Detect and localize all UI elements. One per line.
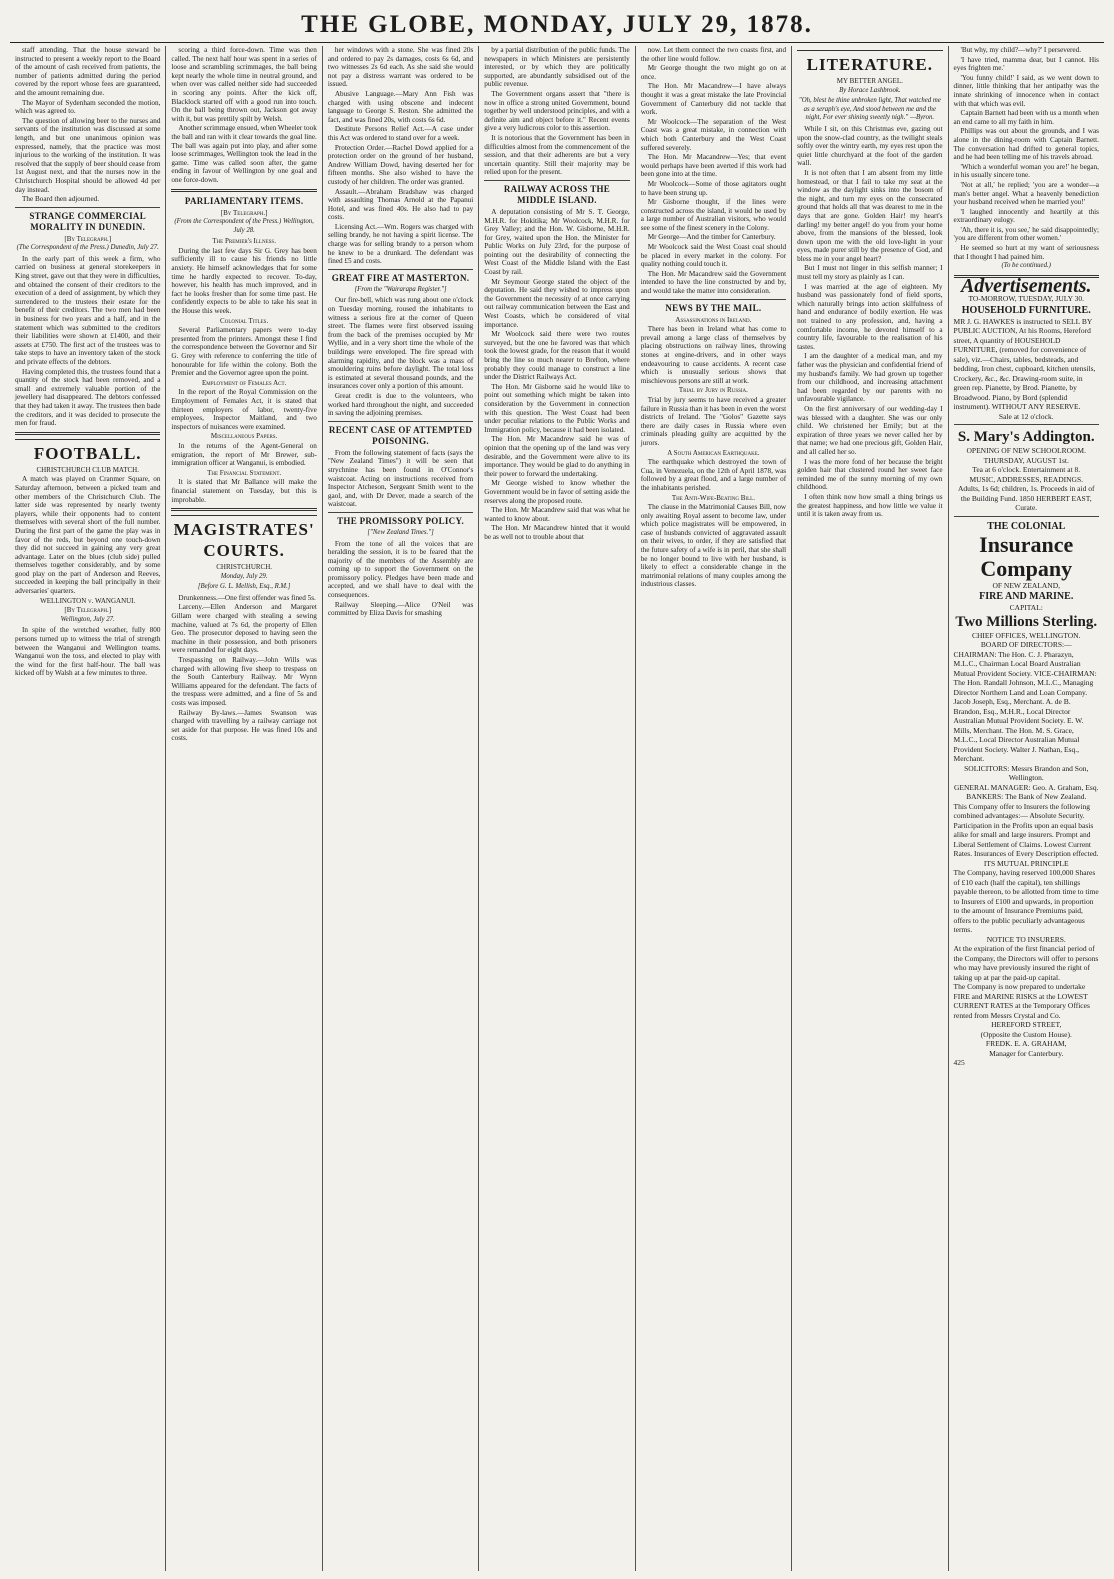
article-paragraph: Captain Barnett had been with us a month when an end came to all my faith in him. (953, 109, 1099, 126)
article-paragraph: Licensing Act.—Wm. Rogers was charged with selling brandy, he not having a spirit license. The charge was for selling brandy to a person whom he knew to be a drunkard. The defendant was fined £5 and costs. (327, 222, 474, 266)
article-paragraph: In the early part of this week a firm, who carried on business at general storekeepers in King street, gave out that they were in difficulties, and obtained the consent of their creditors to the execution of a deed of assignment, by which they surrendered to the trustees their estate for the benefit of their creditors. The two men had been in business for two years and a half, and in the statement which was submitted to the creditors their liabilities were shown at £1400, and their assets at £750. The first act of the trustees was to take steps to have an inventory taken of the stock and private effects of the debtors. (15, 254, 161, 366)
divider (15, 432, 160, 435)
ad-title: HOUSEHOLD FURNITURE. (961, 304, 1091, 316)
ad-number: 425 (953, 1058, 965, 1068)
article-paragraph: Destitute Persons Relief Act.—A case under this Act was ordered to stand over for a week. (327, 125, 474, 142)
article-paragraph: Mr Woolcock said the West Coast coal should be placed in every market in the colony. For quality nothing could touch it. (640, 243, 787, 269)
story-title: MY BETTER ANGEL. (836, 77, 903, 85)
article-heading: PARLIAMENTARY ITEMS. (184, 195, 304, 206)
article-paragraph: Mr Woolcock said there were two routes surveyed, but the one he favored was that which took the lowest grade, for the reason that it would bring the line so much nearer to Brefton, where probably they could manage to construct a line under the District Railways Act. (484, 330, 630, 382)
article-paragraph: 'I laughed innocently and heartily at this extraordinary eulogy. (953, 207, 1099, 225)
article-dateline: (From the Correspondent of the Press.) Wellington, July 28. (174, 218, 314, 234)
article-subheading: The Financial Statement. (207, 468, 282, 477)
article-paragraph: 'Not at all,' he replied; 'you are a wonder—a man's better angel. What a heavenly benediction your husband received when he married you!' (953, 180, 1099, 207)
masthead (10, 8, 1104, 43)
ad-body: The Company is now prepared to undertake FIRE and MARINE RISKS at the LOWEST CURRENT RATES at the Temporary Offices rented from Messrs Crystal and Co. (953, 982, 1090, 1020)
ad-title: S. Mary's Addington. (957, 429, 1095, 446)
article-paragraph: From the following statement of facts (says the "New Zealand Times") it will be seen that strychnine has been found in O'Connor's waistcoat. Acting on instructions received from Inspector Atcheson, Sergeant Smith went to the gaol, and, with Dr Dever, made a search of the waistcoat. (327, 448, 474, 509)
ad-body: This Company offer to Insurers the following combined advantages:— Absolute Security. Participation in the Profits upon an equal basis alike for small and large insurers. Prompt and Liberal Settlement of Claims. Lowest Current Rates. Insurances of Every Description effected. (953, 801, 1099, 859)
article-paragraph: In the returns of the Agent-General on emigration, the report of Mr Brewer, sub-immigration officer at Wanganui, is embodied. (171, 441, 317, 468)
article-paragraph: The earthquake which destroyed the town of Cua, in Venezuela, on the 12th of April 1878, was followed by a great flood, and a large number of the inhabitants perished. (640, 458, 787, 492)
article-subheading: CHRISTCHURCH CLUB MATCH. (36, 465, 139, 474)
article-paragraph: The Hon. Mr Macandrew said the Government intended to have the line constructed by and by, and would take the matter into consideration. (640, 269, 787, 296)
divider (954, 424, 1099, 425)
ad-subtitle: FIRE AND MARINE. (979, 591, 1074, 603)
ad-agent-role: Manager for Canterbury. (989, 1048, 1064, 1058)
article-paragraph: But I must not linger in this selfish manner; I must tell my story as plainly as I can. (797, 264, 943, 282)
article-heading: THE PROMISSORY POLICY. (337, 515, 464, 526)
ad-solicitors: SOLICITORS: Messrs Brandon and Son, Wellington. (964, 763, 1089, 783)
article-paragraph: Protection Order.—Rachel Dowd applied for a protection order on the ground of her husband, Andrew William Dowd, having deserted her for fifteen months. She also wished to have the custody of her children. The order was granted. (327, 143, 474, 186)
ad-principle: ITS MUTUAL PRINCIPLE (983, 858, 1069, 868)
article-subheading: CHRISTCHURCH. (216, 563, 273, 572)
ad-date: TO-MORROW, TUESDAY, JULY 30. (968, 294, 1084, 304)
article-paragraph: Railway By-laws.—James Swanson was charged with travelling by a railway carriage not set aside for that purpose. He was fined 10s and costs. (171, 708, 317, 743)
article-paragraph: I was the more fond of her because the bright golden hair that clustered round her sweet face reminded me of the sunny morning of my own childhood. (797, 457, 943, 492)
ad-office: CHIEF OFFICES, WELLINGTON. (972, 630, 1081, 640)
article-paragraph: staff attending. That the house steward be instructed to present a weekly report to the Board of the amount of cash received from patients, the number of patients admitted during the period covered by the report whose fees are guaranteed, and the amount remaining due. (15, 46, 161, 97)
article-paragraph: In spite of the wretched weather, fully 800 persons turned up to witness the trial of strength between the Wanganui and Wellington teams. Wanganui won the toss, and elected to play with the wind for the first half-hour. The ball was kicked off by Walsh at a few minutes to three. (15, 626, 161, 678)
ad-body: At the expiration of the first financial period of the Company, the Directors will offer to persons who may have previously insured the right of taking up at par the paid-up capital. (953, 944, 1099, 982)
insurance-ad (954, 520, 1099, 1068)
article-paragraph: Mr Seymour George stated the object of the deputation. He said they wished to impress upon the Government the necessity of at once carrying out railway communication between the East and West Coasts, which he considered of vital importance. (484, 277, 630, 329)
advertisements-heading: Advertisements. (960, 274, 1092, 297)
story-author: By Horace Lashbrook. (839, 86, 901, 94)
article-paragraph: It is stated that Mr Ballance will make the financial statement on Tuesday, but this is improbable. (171, 478, 317, 504)
divider (641, 299, 786, 300)
article-paragraph: scoring a third force-down. Time was then called. The next half hour was spent in a series of loose and scrambling scrimmages, the ball being kept nearly the whole time in neutral ground, and when over was called neither side had succeeded in scoring any points. After the kick off, Blacklock started off with a good run into touch. On the ball being thrown out, Jackson got away with it, but was prettily spilt by Welsh. (171, 46, 317, 123)
article-subheading: The Premier's Illness. (212, 237, 276, 246)
ad-capital-label: CAPITAL: (1009, 603, 1043, 613)
article-paragraph: A match was played on Cranmer Square, on Saturday afternoon, between a picked team and other members of the Christchurch Club. The latter side was represented by nearly twenty players, while their opponents had to content themselves with several short of the full number. During the first part of the game the play was in favor of the reds, but beyond one touch-down they did not succeed in gaining any very great advantage. Later on the blues (club side) pulled themselves together considerably, and by some good play on the part of Anderson and Reeves, succeeded in keeping the ball principally in their adversaries' quarters. (15, 475, 161, 596)
article-paragraph: From the tone of all the voices that are heralding the session, it is to be feared that the majority of the members of the Assembly are coming up to support the Government on the promissory policy. Pledges have been made and accepted, and we shall have to deal with the consequences. (327, 539, 474, 600)
ad-body: The Company, having reserved 100,000 Shares of £10 each (half the capital), ten shillings payable thereon, to be allotted from time to time to Insurers of £100 and upwards, in proportion to the amount of Insurance Premiums paid, offers to the public peculiarly advantageous terms. (953, 868, 1099, 935)
continued-note: (To be continued.) (1001, 262, 1051, 270)
column-6 (792, 46, 948, 1571)
divider (171, 189, 316, 192)
article-paragraph: Several Parliamentary papers were to-day presented from the printers. Amongst these I find the correspondence between the Governor and Sir G. Grey with reference to conferring the title of honourable for life within the colony. Both the Premier and the Governor agree upon the point. (171, 326, 317, 378)
columns (10, 46, 1104, 1571)
article-paragraph: Mr Gisborne thought, if the lines were constructed across the island, it would be used by a large number of Australian visitors, who would see some of the finest scenery in the Colony. (640, 198, 787, 232)
article-paragraph: Drunkenness.—One first offender was fined 5s. (178, 593, 316, 602)
column-4 (479, 46, 635, 1571)
ad-bankers: BANKERS: The Bank of New Zealand. (966, 792, 1087, 802)
column-3 (323, 46, 479, 1571)
ad-subtitle: OPENING OF NEW SCHOOLROOM. (966, 446, 1086, 456)
ad-address: (Opposite the Custom House). (980, 1029, 1072, 1039)
article-dateline: Monday, July 29. (220, 572, 268, 580)
article-paragraph: While I sit, on this Christmas eve, gazing out upon the snow-clad country, as the twilight steals softly over the wintry earth, my eyes rest upon the quiet little churchyard at the foot of the garden wall. (797, 124, 943, 168)
divider (171, 508, 316, 511)
article-paragraph: 'Ah, there it is, you see,' he said disappointedly; 'you are different from other women.' (953, 225, 1099, 243)
article-paragraph: The Hon. Mr Macandrew said that was what he wanted to know about. (484, 506, 630, 523)
ad-agent: FREDK. E. A. GRAHAM, (985, 1039, 1067, 1049)
ad-notice: NOTICE TO INSURERS. (986, 934, 1066, 944)
article-subheading: Trial by Jury in Russia. (678, 386, 748, 395)
divider (328, 421, 473, 422)
article-subheading: Assassinations in Ireland. (675, 315, 752, 324)
ad-time: Tea at 6 o'clock. Entertainment at 8. (972, 465, 1081, 475)
ad-address: HEREFORD STREET, (991, 1020, 1062, 1030)
divider (484, 180, 629, 181)
article-heading: STRANGE COMMERCIAL MORALITY IN DUNEDIN. (29, 210, 147, 232)
article-paragraph: Mr Woolcock—Some of those agitators ought to have been strung up. (640, 179, 787, 197)
section-heading: FOOTBALL. (15, 439, 160, 464)
divider (328, 269, 473, 270)
ad-board-label: BOARD OF DIRECTORS:— (980, 640, 1072, 650)
article-paragraph: Assault.—Abraham Bradshaw was charged with assaulting Thomas Arnold at the Papanui Hotel, and was fined 40s. He also had to pay costs. (327, 187, 474, 222)
article-heading: RECENT CASE OF ATTEMPTED POISONING. (328, 424, 473, 446)
article-dateline: [By Telegraph.] (64, 606, 112, 615)
article-paragraph: The Board then adjourned. (22, 195, 100, 204)
divider (954, 516, 1099, 517)
article-paragraph: Mr George thought the two might go on at once. (640, 64, 787, 81)
article-paragraph: The Mayor of Sydenham seconded the motion, which was agreed to. (15, 98, 161, 116)
ad-manager: GENERAL MANAGER: Geo. A. Graham, Esq. (953, 782, 1099, 792)
article-paragraph: 'I have tried, mamma dear, but I cannot. His eyes frighten me.' (953, 55, 1099, 73)
article-paragraph: I was married at the age of eighteen. My husband was passionately fond of field sports, which naturally brings into action skilfulness of hand and endurance of bodily exertion. He was not trained to any profession, and, having a comfortable income, he devoted himself to a country life, favourable to the realisation of his tastes. (797, 282, 943, 351)
article-paragraph: The Hon. Mr Macandrew—I have always thought it was a great mistake the late Provincial Government of Canterbury did not tackle that work. (640, 82, 787, 117)
article-dateline: Wellington, July 27. (60, 615, 115, 623)
article-subheading: Employment of Females Act. (201, 378, 287, 387)
article-paragraph: Phillips was out about the grounds, and I was alone in the dining-room with Captain Barnett. The conversation had drifted to general topics, and he had been telling me of his travels abroad. (953, 127, 1099, 162)
article-source: ["New Zealand Times."] (367, 528, 434, 536)
ad-date: THURSDAY, AUGUST 1st. (983, 455, 1069, 465)
ad-directors: CHAIRMAN: The Hon. C. J. Pharazyn, M.L.C., Chairman Local Board Australian Mutual Provident Society. VICE-CHAIRMAN: The Hon. Randall Johnson, M.L.C., Managing Director Northern Land and Loan Company. Jacob Joseph, Esq., Merchant. A. de B. Brandon, Esq., M.H.R., Local Director Australian Mutual Provident Society. E. W. Mills, Merchant. The Hon. M. S. Grace, M.L.C., Local Director Australian Mutual Provident Society. Walter J. Nathan, Esq., Merchant. (953, 649, 1097, 764)
article-paragraph: The question of allowing beer to the nurses and servants of the institution was discussed at some length, and but one unanimous opinion was expressed, namely, that the practice was most injurious to the working of the institution. It was resolved that the supply of beer should cease from 1st August next, and that the nurses now in the Christchurch Hospital should be allowed 4d per day instead. (15, 116, 161, 194)
ad-subtitle: OF NEW ZEALAND, (992, 580, 1061, 590)
article-paragraph: Another scrimmage ensued, when Wheeler took the ball and ran with it clear towards the goal line. The ball was again put into play, and after some loose scrimmages, Wellington took the lead in the game. Time was called soon after, the game ending in favour of Wellington by one goal and one force-down. (171, 124, 317, 184)
article-paragraph: her windows with a stone. She was fined 20s and ordered to pay 2s damages, costs 6s 6d, and two witnesses 2s 6d each. As she said she would not pay a distress warrant was ordered to be issued. (327, 46, 474, 89)
article-paragraph: Our fire-bell, which was rung about one o'clock on Tuesday morning, roused the inhabitants to witness a serious fire at the corner of Queen street. The flames were first observed issuing from the back of the premises occupied by Mr Wyllie, and in a very short time the whole of the buildings were enveloped. The fire spread with alarming rapidity, and the block was a mass of smouldering ruins before daylight. The total loss is estimated at several thousand pounds, and the insurances cover only a portion of this amount. (327, 296, 474, 391)
auction-ad (954, 294, 1099, 421)
article-heading: GREAT FIRE AT MASTERTON. (331, 272, 470, 283)
article-paragraph: Abusive Language.—Mary Ann Fish was charged with using obscene and indecent language to George S. Reston. She admitted the fact, and was fined 20s, with costs 6s 6d. (327, 89, 474, 124)
article-subheading: Miscellaneous Papers. (210, 432, 278, 441)
article-paragraph: The clause in the Matrimonial Causes Bill, now only awaiting Royal assent to become law, under which police magistrates will be empowered, in case of husbands convicted of aggravated assault on their wives, to order, if they are satisfied that the future safety of a wife is in peril, that she shall be no longer bound to live with her husband, is likely to effect a considerable change in the matrimonial relations of many couples among the industrious classes. (640, 503, 787, 589)
article-heading: RAILWAY ACROSS THE MIDDLE ISLAND. (503, 183, 611, 205)
article-paragraph: The Government organs assert that "there is now in office a strong united Government, bound together by well understood principles, and with a definite aim and object before it." Recent events give a very ludicrous color to this assertion. (484, 89, 630, 133)
masthead-title: THE GLOBE, MONDAY, JULY 29, 1878. (301, 11, 813, 38)
article-source: [From the "Wairarapa Register."] (354, 285, 447, 293)
article-paragraph: I often think now how small a thing brings us the greatest happiness, and how little we value it until it is taken away from us. (797, 492, 943, 519)
article-paragraph: Great credit is due to the volunteers, who worked hard throughout the night, and succeeded in saving the adjoining premises. (327, 391, 474, 418)
article-subheading: Colonial Titles. (220, 316, 269, 325)
article-paragraph: It is not often that I am absent from my little homestead, or that I fail to take my seat at the window as the daylight sinks into the bosom of the night, and turn my eyes on the consecrated ground that holds all that was dearest to me in the days that are gone. Golden Hair! my heart's darling! my better angel! do you from your home above, from the mansions of the blessed, look down upon me with the old love-light in your eyes, made purer still by the presence of God, and bless me in your angel heart? (797, 168, 943, 263)
article-paragraph: 'Which a wonderful woman you are!' he began, in his usually sincere tone. (953, 162, 1099, 180)
article-paragraph: by a partial distribution of the public funds. The newspapers in which Ministers are persistently interested, or by which they are politically supported, are abundantly subsidised out of the public revenue. (484, 46, 630, 89)
section-heading: LITERATURE. (797, 50, 942, 75)
ad-program: MUSIC, ADDRESSES, READINGS. (969, 474, 1084, 484)
section-heading: MAGISTRATES' COURTS. (171, 515, 316, 561)
divider (328, 512, 473, 513)
article-paragraph: Mr Woolcock—The separation of the West Coast was a great mistake, in connection with which both Canterbury and the West Coast suffered severely. (640, 117, 787, 152)
article-paragraph: 'But why, my child?—why?' I persevered. (960, 46, 1082, 54)
article-paragraph: Railway Sleeping.—Alice O'Neil was committed by Eliza Davis for smashing (327, 600, 474, 618)
ad-sale-time: Sale at 12 o'clock. (998, 411, 1054, 421)
article-heading: NEWS BY THE MAIL. (665, 302, 762, 313)
article-paragraph: Having completed this, the trustees found that a quantity of the stock had been removed, and a small and extremely valuable portion of the jewellery had disappeared. The debtors confessed that they had taken it away. The trustees then bade the creditors, and it was decided to prosecute the men for fraud. (15, 367, 161, 428)
article-paragraph: 'You funny child!' I said, as we went down to dinner, little thinking that her antipathy was the innate shrinking of innocence when in contact with that which was evil. (953, 73, 1099, 108)
ad-title: THE COLONIAL (987, 520, 1066, 532)
article-paragraph: There has been in Ireland what has come to prevail among a large class of themselves by placing obstructions on railway lines, throwing stones at engine-drivers, and in other ways endeavouring to cause accidents. A recent case which is unusually serious shows that mischievous persons are still at work. (640, 325, 787, 385)
column-7 (949, 46, 1104, 1571)
ad-capital-amount: Two Millions Sterling. (955, 613, 1098, 630)
article-dateline: [By Telegraph.] (64, 234, 112, 243)
article-paragraph: I am the daughter of a medical man, and my father was the physician and confidential friend of my husband's family. We had grown up together from our childhood, and increasing attachment had been regarded by our parents with no unfavourable vigilance. (797, 352, 943, 404)
article-paragraph: The Hon. Mr Macandrew said he was of opinion that the opening up of the land was very desirable, and the Government were alive to its importance. They would be glad to do anything in their power to forward the undertaking. (484, 435, 630, 478)
story-epigraph: "Oh, blest be thine unbroken light, That watched me as a seraph's eye, And stood between me and the night, For ever shining sweetly nigh." —Byron. (798, 97, 941, 122)
article-subheading: The Anti-Wife-Beating Bill. (671, 493, 755, 502)
article-paragraph: Mr George wished to know whether the Government would be in favor of setting aside the reserves along the proposed route. (484, 479, 630, 505)
article-paragraph: Larceny.—Ellen Anderson and Margaret Gillam were charged with stealing a sewing machine, valued at 7s 6d, the property of Ellen Geo. The prosecutor deposed to having seen the machine in their possession, and both prisoners were remanded for eight days. (171, 603, 317, 655)
ad-price: Adults, 1s 6d; children, 1s. Proceeds in aid of the Building Fund. 1850 HERBERT EAST, Curate. (958, 484, 1095, 513)
article-paragraph: The Hon. Mr Macandrew hinted that it would be as well not to trouble about that (484, 524, 630, 541)
article-paragraph: During the last few days Sir G. Grey has been sufficiently ill to cause his friends no little anxiety. He himself acknowledges that for some time he hardly expected to recover. To-day, however, his health has much improved, and in fact he looks fresher than for some time past. He confidently expects to be able to take his seat in the House this week. (171, 246, 317, 316)
article-paragraph: It is notorious that the Government has been in difficulties almost from the commencement of the session, and that their adherents are but a very uncertain quantity. Still their majority may be relied upon for the present. (484, 133, 630, 177)
column-1 (10, 46, 166, 1571)
article-paragraph: In the report of the Royal Commission on the Employment of Females Act, it is stated that thirteen employers of labor, twenty-five employees, Inspector Maitland, and two inspectors of nuisances were examined. (171, 388, 317, 431)
article-subheading: WELLINGTON v. WANGANUI. (40, 596, 136, 605)
ad-body: MR J. G. HAWKES is instructed to SELL BY PUBLIC AUCTION, At his Rooms, Hereford street, A quantity of HOUSEHOLD FURNITURE, (removed for convenience of sale), viz.—Chairs, tables, bedsteads, and bedding, Iron chest, cupboard, kitchen utensils, Crockery, &c., &c. Drawing-room suite, in green rep. Pianette, by Brod. Pianette, by Broadwood. Piano, by Bord (splendid instrument). WITHOUT ANY RESERVE. (953, 316, 1096, 412)
article-paragraph: A deputation consisting of Mr S. T. George, M.H.R. for Hokitika; Mr Woolcock, M.H.R. for Grey Valley; and the Hon. W. Gisborne, M.H.R. for Grey, waited upon the Hon. the Minister for Public Works on July 23rd, for the purpose of pointing out the desirability of connecting the West Coast of the Middle Island with the East Coast by rail. (484, 207, 630, 277)
article-paragraph: The Hon. Mr Gisborne said he would like to point out something which might be taken into consideration by the Government in connection with this question. The West Coast had been under peculiar relations to the Public Works and Immigration policy, because it had been isolated. (484, 382, 630, 434)
divider (15, 207, 160, 208)
column-5 (636, 46, 792, 1571)
article-paragraph: Trial by jury seems to have received a greater failure in Russia than it has been in even the worst districts of Ireland. The "Golos" Gazette says there are daily cases in Russia where even criminals pleading guilty are acquitted by the jurors. (640, 395, 787, 447)
article-paragraph: Trespassing on Railway.—John Wills was charged with allowing five sheep to trespass on the South Canterbury Railway. Mr Wynn Williams appeared for the defendant. The facts of the trespass were admitted, and a fine of 5s and costs was imposed. (171, 656, 317, 707)
ad-title: Insurance Company (979, 531, 1074, 581)
article-paragraph: Mr George—And the timber for Canterbury. (647, 233, 776, 242)
article-paragraph: He seemed so hurt at my want of seriousness that I thought I had pained him. (953, 244, 1099, 261)
article-paragraph: The Hon. Mr Macandrew—Yes; that event would perhaps have been averted if this work had been gone into at the time. (640, 153, 787, 179)
article-dateline: [Before G. L. Mellish, Esq., R.M.] (197, 583, 291, 591)
article-paragraph: now. Let them connect the two coasts first, and the other line would follow. (640, 46, 787, 63)
column-2 (166, 46, 322, 1571)
article-dateline: [By Telegraph.] (220, 208, 268, 217)
article-subheading: A South American Earthquake. (667, 448, 760, 457)
article-dateline: (The Correspondent of the Press.) Dunedin, July 27. (16, 244, 159, 252)
article-paragraph: On the first anniversary of our wedding-day I was blessed with a daughter. She was our only child. We christened her Emily; but at the expiration of three years we never called her by that name; we had one precious gift, Golden Hair, and all called her so. (797, 404, 943, 456)
schoolroom-ad (954, 428, 1099, 513)
